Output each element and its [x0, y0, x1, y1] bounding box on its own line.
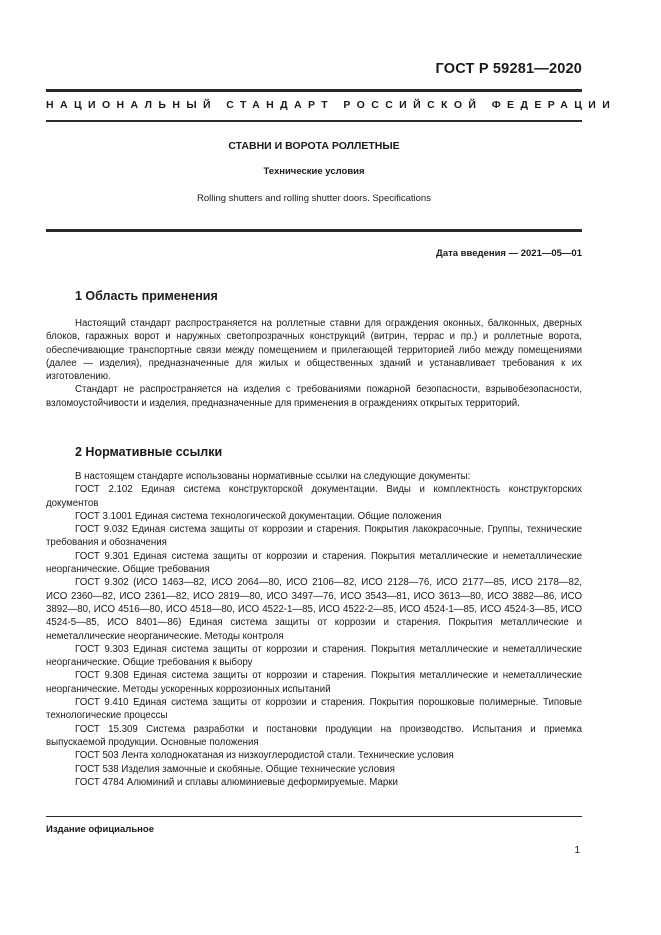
references-intro: В настоящем стандарте использованы нормативные ссылки на следующие документы: [75, 471, 471, 482]
national-standard-banner: НАЦИОНАЛЬНЫЙ СТАНДАРТ РОССИЙСКОЙ ФЕДЕРАЦИИ [46, 99, 617, 111]
reference-item: ГОСТ 9.410 Единая система защиты от коррозии и старения. Покрытия порошковые полимерные. Типовые технологические процессы [46, 697, 582, 722]
official-edition-label: Издание официальное [46, 824, 154, 835]
reference-item: ГОСТ 9.308 Единая система защиты от коррозии и старения. Покрытия металлические и неметаллические неорганические. Методы ускоренных коррозионных испытаний [46, 670, 582, 695]
section-1-heading: 1 Область применения [75, 289, 218, 303]
section-1-body [46, 317, 582, 410]
footer-rule [46, 816, 582, 817]
reference-item: ГОСТ 3.1001 Единая система технологической документации. Общие положения [75, 510, 442, 522]
reference-item: ГОСТ 9.302 (ИСО 1463—82, ИСО 2064—80, ИСО 2106—82, ИСО 2128—76, ИСО 2177—85, ИСО 2178—82, ИСО 2360—82, ИСО 2361—82, ИСО 2819—80, ИСО 3497—76, ИСО 3543—81, ИСО 3613—80, ИСО 3882—86, ИСО 3892—80, ИСО 4516—80, ИСО 4518—80, ИСО 4522-1—85, ИСО 4522-2—85, ИСО 4524-1—85, ИСО 4524-3—85, ИСО 4524-5—85, ИСО 8401—86) Единая система защиты от коррозии и старения. Покрытия металлические и неметаллические неорганические. Методы контроля [46, 577, 582, 642]
title-block-rule [46, 229, 582, 232]
reference-item: ГОСТ 503 Лента холоднокатаная из низкоуглеродистой стали. Технические условия [75, 750, 454, 762]
reference-item: ГОСТ 9.032 Единая система защиты от коррозии и старения. Покрытия лакокрасочные. Группы, технические требования и обозначения [46, 524, 582, 549]
english-title: Rolling shutters and rolling shutter doors. Specifications [197, 193, 431, 204]
introduction-date: Дата введения — 2021—05—01 [436, 248, 582, 259]
reference-item: ГОСТ 9.301 Единая система защиты от коррозии и старения. Покрытия металлические и неметаллические неорганические. Общие требования [46, 550, 582, 576]
header-rule-bottom [46, 120, 582, 122]
reference-item: ГОСТ 4784 Алюминий и сплавы алюминиевые деформируемые. Марки [75, 776, 398, 788]
section-2-heading: 2 Нормативные ссылки [75, 445, 223, 459]
header-rule-top [46, 89, 582, 92]
reference-item: ГОСТ 538 Изделия замочные и скобяные. Общие технические условия [75, 763, 395, 775]
page-number: 1 [574, 845, 580, 856]
document-title: СТАВНИ И ВОРОТА РОЛЛЕТНЫЕ [228, 140, 400, 152]
section-2-body [46, 470, 582, 789]
standard-code: ГОСТ Р 59281—2020 [435, 61, 582, 77]
reference-item: ГОСТ 2.102 Единая система конструкторской документации. Виды и комплектность конструкторских документов [46, 484, 582, 509]
reference-item: ГОСТ 15.309 Система разработки и постановки продукции на производство. Испытания и приемка выпускаемой продукции. Основные положения [46, 723, 582, 748]
section-1-paragraph: Стандарт не распространяется на изделия с требованиями пожарной безопасности, взрывобезопасности, взломоустойчивости и изделия, предназначенные для применения в ограждениях открытых территорий. [46, 384, 582, 409]
reference-item: ГОСТ 9.303 Единая система защиты от коррозии и старения. Покрытия металлические и неметаллические неорганические. Общие требования к выбору [46, 643, 582, 669]
section-1-paragraph: Настоящий стандарт распространяется на роллетные ставни для ограждения оконных, балконных, дверных блоков, гаражных ворот и наружных светопрозрачных конструкций (витрин, террас и пр.) и роллетные ворота, обеспечивающие транспортные связи между помещением и прилегающей территорией либо между помещениями (далее — изделия), предназначенные для жилых и общественных зданий и устанавливает требования к их изготовлению. [46, 318, 582, 383]
document-subtitle: Технические условия [263, 166, 365, 177]
